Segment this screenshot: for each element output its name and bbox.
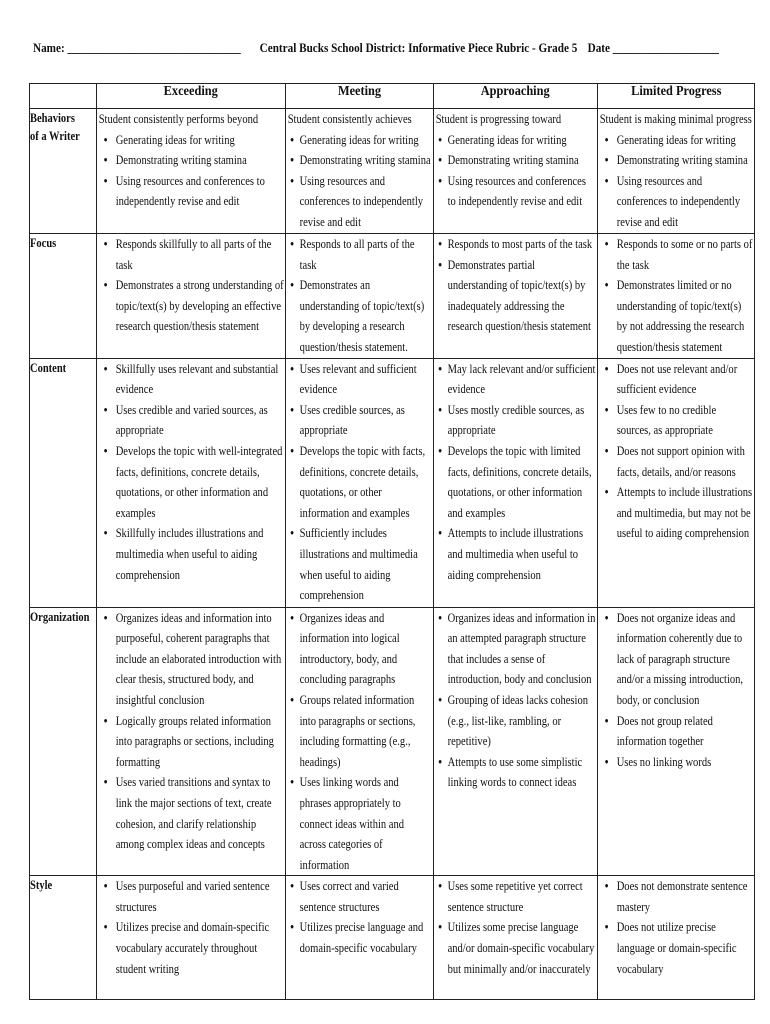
criteria-list: [99, 130, 284, 212]
criteria-list: [99, 359, 284, 586]
criteria-list: [436, 234, 596, 337]
criteria-item: • Develops the topic with well-integrated facts, definitions, concrete details, quotations, or other information and examples: [99, 441, 284, 523]
cell-content: [286, 608, 433, 876]
criteria-list: [288, 608, 432, 876]
row-label-text: Focus: [30, 236, 57, 250]
criteria-item: • Uses few to no credible sources, as appropriate: [600, 400, 753, 441]
row-label-text: Organization: [30, 609, 90, 624]
cell-content: [598, 109, 754, 233]
criteria-item: • May lack relevant and/or sufficient evidence: [436, 359, 596, 400]
rubric-row-organization: [30, 607, 755, 876]
rubric-cell-approaching: [434, 109, 598, 234]
criteria-item: • Uses credible sources, as appropriate: [288, 400, 432, 441]
cell-content: [434, 876, 597, 979]
criteria-list: [288, 359, 432, 606]
criteria-list: [436, 359, 596, 586]
name-field-label: Name: _______________________________: [33, 40, 241, 55]
criteria-item: • Uses relevant and sufficient evidence: [288, 359, 432, 400]
criteria-item: • Responds to all parts of the task: [288, 234, 432, 275]
criteria-item: • Utilizes precise and domain-specific vocabulary accurately throughout student writing: [99, 917, 284, 979]
criteria-item: • Groups related information into paragraphs or sections, including formatting (e.g., headings): [288, 690, 432, 772]
rubric-cell-meeting: [286, 876, 434, 1000]
criteria-item: • Uses correct and varied sentence structures: [288, 876, 432, 917]
criteria-list: [436, 876, 596, 979]
page-header: [33, 40, 720, 56]
criteria-list: [600, 234, 753, 358]
criteria-list: [436, 130, 596, 212]
criteria-item: • Grouping of ideas lacks cohesion (e.g., list-like, rambling, or repetitive): [436, 690, 596, 752]
rubric-row-style: [30, 876, 755, 1000]
cell-content: [286, 876, 433, 958]
corner-cell: [30, 84, 97, 109]
cell-content: [286, 359, 433, 606]
rubric-row-content: [30, 358, 755, 607]
criteria-item: • Generating ideas for writing: [436, 130, 596, 151]
criteria-item: • Uses mostly credible sources, as appropriate: [436, 400, 596, 441]
criteria-item: • Attempts to use some simplistic linking words to connect ideas: [436, 752, 596, 793]
rubric-cell-meeting: [286, 109, 434, 234]
criteria-item: • Uses credible and varied sources, as appropriate: [99, 400, 284, 441]
criteria-item: • Does not use relevant and/or sufficient evidence: [600, 359, 753, 400]
row-label: [30, 234, 97, 359]
header-row: [30, 84, 755, 109]
cell-content: [97, 109, 286, 212]
row-label-text: Content: [30, 360, 67, 375]
criteria-item: • Uses some repetitive yet correct sentence structure: [436, 876, 596, 917]
criteria-item: • Does not utilize precise language or domain-specific vocabulary: [600, 917, 753, 979]
criteria-item: • Responds to most parts of the task: [436, 234, 596, 255]
criteria-item: • Demonstrates limited or no understanding of topic/text(s) by not addressing the research question/thesis statement: [600, 275, 753, 357]
criteria-list: [436, 608, 596, 793]
criteria-item: • Generating ideas for writing: [99, 130, 284, 151]
rubric-cell-approaching: [434, 234, 598, 359]
cell-content: [97, 876, 286, 979]
rubric-cell-approaching: [434, 358, 598, 607]
rubric-row-behaviors-of-a-writer: [30, 109, 755, 234]
column-header-meeting: Meeting: [286, 84, 434, 109]
criteria-item: • Responds to some or no parts of the task: [600, 234, 753, 275]
criteria-item: • Skillfully includes illustrations and multimedia when useful to aiding comprehension: [99, 523, 284, 585]
criteria-list: [288, 130, 432, 233]
criteria-item: • Using resources and conferences to independently revise and edit: [436, 171, 596, 212]
rubric-cell-exceeding: [97, 876, 286, 1000]
criteria-item: • Does not demonstrate sentence mastery: [600, 876, 753, 917]
cell-content: [97, 608, 286, 855]
criteria-list: [99, 234, 284, 337]
rubric-cell-exceeding: [97, 607, 286, 876]
rubric-cell-limited-progress: [598, 358, 755, 607]
cell-content: [97, 359, 286, 586]
rubric-cell-exceeding: [97, 109, 286, 234]
rubric-table: [29, 83, 755, 1000]
criteria-item: • Uses varied transitions and syntax to link the major sections of text, create cohesion, and clarify relationship among complex ideas and concepts: [99, 772, 284, 854]
row-label: [30, 876, 97, 1000]
cell-content: [97, 234, 286, 337]
date-field-label: Date ___________________: [587, 40, 720, 55]
criteria-list: [99, 876, 284, 979]
criteria-item: • Organizes ideas and information into purposeful, coherent paragraphs that include an elaborated introduction with clear thesis, structured body, and insightful conclusion: [99, 608, 284, 711]
criteria-list: [600, 359, 753, 544]
criteria-item: • Demonstrating writing stamina: [600, 150, 753, 171]
criteria-item: • Using resources and conferences to independently revise and edit: [99, 171, 284, 212]
criteria-item: • Organizes ideas and information into logical introductory, body, and concluding paragraphs: [288, 608, 432, 690]
row-label-text: Style: [30, 878, 53, 893]
criteria-item: • Sufficiently includes illustrations and multimedia when useful to aiding comprehension: [288, 523, 432, 605]
criteria-list: [288, 234, 432, 358]
cell-intro: Student consistently performs beyond: [98, 112, 259, 126]
criteria-item: • Uses purposeful and varied sentence structures: [99, 876, 284, 917]
criteria-list: [600, 608, 753, 773]
rubric-cell-approaching: [434, 607, 598, 876]
row-label-text: Behaviors of a Writer: [30, 111, 80, 143]
criteria-item: • Uses linking words and phrases appropriately to connect ideas within and across categories of information: [288, 772, 432, 875]
cell-content: [598, 608, 754, 773]
cell-intro: Student is making minimal progress: [599, 112, 752, 126]
rubric-cell-limited-progress: [598, 109, 755, 234]
rubric-cell-meeting: [286, 358, 434, 607]
cell-content: [434, 359, 597, 586]
criteria-item: • Demonstrates an understanding of topic/text(s) by developing a research question/thesis statement.: [288, 275, 432, 357]
row-label: [30, 109, 97, 234]
criteria-item: • Attempts to include illustrations and multimedia when useful to aiding comprehension: [436, 523, 596, 585]
cell-content: [598, 359, 754, 544]
rubric-cell-limited-progress: [598, 607, 755, 876]
criteria-item: • Attempts to include illustrations and multimedia, but may not be useful to aiding comprehension: [600, 482, 753, 544]
row-label: [30, 607, 97, 876]
criteria-list: [600, 876, 753, 979]
cell-content: [286, 234, 433, 358]
criteria-item: • Logically groups related information into paragraphs or sections, including formatting: [99, 711, 284, 773]
rubric-row-focus: [30, 234, 755, 359]
rubric-cell-limited-progress: [598, 234, 755, 359]
criteria-list: [288, 876, 432, 958]
criteria-list: [600, 130, 753, 233]
criteria-item: • Generating ideas for writing: [288, 130, 432, 151]
cell-content: [434, 234, 597, 337]
rubric-cell-meeting: [286, 607, 434, 876]
criteria-item: • Does not organize ideas and information coherently due to lack of paragraph structure and/or a missing introduction, body, or conclusion: [600, 608, 753, 711]
criteria-item: • Generating ideas for writing: [600, 130, 753, 151]
criteria-item: • Demonstrates a strong understanding of topic/text(s) by developing an effective research question/thesis statement: [99, 275, 284, 337]
criteria-item: • Demonstrating writing stamina: [99, 150, 284, 171]
column-header-limited-progress: Limited Progress: [598, 84, 755, 109]
column-header-exceeding: Exceeding: [97, 84, 286, 109]
cell-content: [434, 608, 597, 793]
criteria-item: • Demonstrating writing stamina: [288, 150, 432, 171]
criteria-item: • Develops the topic with facts, definitions, concrete details, quotations, or other information and examples: [288, 441, 432, 523]
criteria-list: [99, 608, 284, 855]
criteria-item: • Demonstrates partial understanding of topic/text(s) by inadequately addressing the research question/thesis statement: [436, 255, 596, 337]
cell-content: [598, 234, 754, 358]
rubric-cell-approaching: [434, 876, 598, 1000]
criteria-item: • Responds skillfully to all parts of the task: [99, 234, 284, 275]
cell-content: [598, 876, 754, 979]
criteria-item: • Skillfully uses relevant and substantial evidence: [99, 359, 284, 400]
criteria-item: • Demonstrating writing stamina: [436, 150, 596, 171]
criteria-item: • Does not support opinion with facts, details, and/or reasons: [600, 441, 753, 482]
rubric-cell-exceeding: [97, 234, 286, 359]
criteria-item: • Uses no linking words: [600, 752, 753, 773]
criteria-item: • Organizes ideas and information in an attempted paragraph structure that includes a sense of introduction, body and conclusion: [436, 608, 596, 690]
document-title: Central Bucks School District: Informative Piece Rubric - Grade 5: [259, 40, 578, 55]
criteria-item: • Does not group related information together: [600, 711, 753, 752]
rubric-cell-meeting: [286, 234, 434, 359]
column-header-approaching: Approaching: [434, 84, 598, 109]
criteria-item: • Using resources and conferences to independently revise and edit: [288, 171, 432, 233]
cell-intro: Student consistently achieves: [287, 112, 412, 126]
cell-content: [434, 109, 597, 212]
criteria-item: • Develops the topic with limited facts, definitions, concrete details, quotations, or other information and examples: [436, 441, 596, 523]
rubric-cell-limited-progress: [598, 876, 755, 1000]
cell-intro: Student is progressing toward: [435, 112, 562, 126]
criteria-item: • Utilizes some precise language and/or domain-specific vocabulary but minimally and/or inaccurately: [436, 917, 596, 979]
row-label: [30, 358, 97, 607]
criteria-item: • Using resources and conferences to independently revise and edit: [600, 171, 753, 233]
rubric-cell-exceeding: [97, 358, 286, 607]
criteria-item: • Utilizes precise language and domain-specific vocabulary: [288, 917, 432, 958]
cell-content: [286, 109, 433, 233]
